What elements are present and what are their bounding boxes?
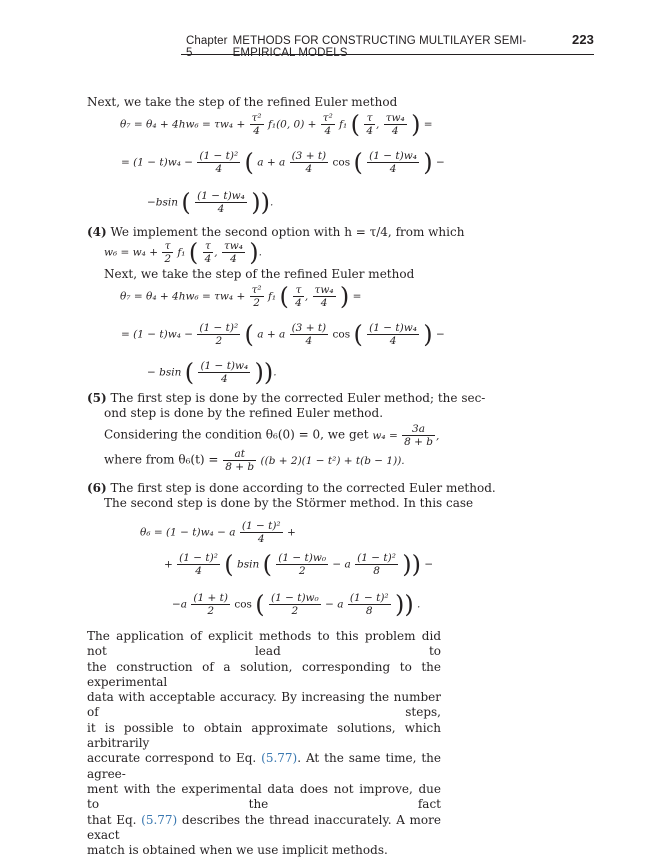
eq7-lparen: ( — [184, 358, 195, 387]
eq1-f: f₁(0, 0) + — [267, 118, 317, 131]
closing-line-6: ment with the experimental data does not improve, due to the fact — [87, 781, 441, 812]
eq11-inner-den: 8 — [355, 564, 398, 577]
eq3-rparen: )) — [251, 188, 270, 217]
eq11-frac2 — [276, 552, 328, 577]
eq2-num: (1 − t)² — [199, 150, 239, 162]
item-4-number: (4) — [87, 225, 107, 239]
eq1-tau2: τ² — [251, 112, 262, 124]
eq5-equals: = — [352, 290, 362, 303]
eq2-minus: − — [435, 156, 445, 169]
eq7-den: 4 — [198, 372, 250, 385]
eq1-lhs: θ₇ = θ₄ + 4hw₆ = τw₄ + — [120, 118, 246, 131]
eq1-frac-tau2-4b — [321, 112, 335, 137]
eq1-fourb: 4 — [321, 124, 335, 137]
closing-line-4: it is possible to obtain approximate solutions, which arbitrarily — [87, 720, 441, 751]
item-5-line2: ond step is done by the refined Euler method. — [104, 406, 384, 420]
equation-theta7-line2 — [121, 150, 445, 175]
eq9-frac — [223, 448, 256, 473]
eq11-lparen2: ( — [262, 550, 272, 579]
eq6-frac3 — [367, 322, 419, 347]
eq2-rparen2: ) — [423, 148, 433, 177]
chapter-title: METHODS FOR CONSTRUCTING MULTILAYER SEMI-EMPIRICAL MODELS — [232, 35, 527, 59]
eq1-four: 4 — [250, 124, 264, 137]
eq10-num: (1 − t)² — [241, 520, 281, 532]
eq2-arg-den: 4 — [367, 162, 419, 175]
eq8-den: 8 + b — [404, 436, 433, 448]
equation-theta6-line2 — [164, 552, 433, 577]
eq6-frac2 — [290, 322, 329, 347]
item-5-line1 — [87, 390, 485, 406]
eq12-frac3 — [348, 592, 391, 617]
equation-reference-link-1[interactable]: (5.77) — [261, 751, 298, 766]
eq9 — [222, 448, 405, 473]
eq6-lparen2: ( — [353, 320, 363, 349]
eq9-num: at — [234, 448, 245, 460]
eq5-frac3 — [313, 284, 336, 309]
eq6-cos: cos — [332, 328, 351, 341]
item-6-text1: The first step is done according to the corrected Euler method. — [110, 481, 496, 495]
page-number: 223 — [572, 32, 594, 47]
eq11-minus: − — [424, 558, 434, 571]
closing-line-5b: . At the same time, the agree- — [87, 751, 441, 781]
equation-reference-link-2[interactable]: (5.77) — [141, 812, 178, 827]
eq2-frac2-num: (3 + t) — [291, 150, 327, 162]
eq2-frac — [197, 150, 240, 175]
eq8-frac — [402, 423, 435, 448]
eq6-mid: a + a — [257, 328, 286, 341]
eq1-lparen: ( — [350, 110, 360, 139]
eq11-num: (1 − t)² — [179, 552, 218, 564]
item-5-line3 — [104, 423, 439, 448]
eq3-den: 4 — [195, 202, 247, 215]
eq1-rparen: ) — [411, 110, 421, 139]
eq6-frac2-num: (3 + t) — [291, 322, 327, 334]
closing-line-2: the construction of a solution, corresponding to the experimental — [87, 659, 441, 689]
eq1-fourd: 4 — [384, 124, 407, 137]
eq12-frac — [191, 592, 230, 617]
eq1-fourc: 4 — [366, 125, 374, 137]
eq7-rparen: )) — [254, 358, 274, 387]
eq4-frac — [162, 240, 173, 265]
eq6-start: = (1 − t)w₄ − — [121, 328, 194, 341]
item-5-number: (5) — [87, 391, 107, 405]
eq12-lparen: ( — [255, 590, 265, 619]
eq4-lparen: ( — [188, 238, 199, 267]
eq5-lparen: ( — [279, 282, 289, 311]
eq3-num: (1 − t)w₄ — [197, 190, 245, 202]
item-6-number: (6) — [87, 481, 107, 495]
item-4-text: We implement the second option with h = τ/4, from which — [110, 225, 465, 239]
item-4-line1 — [87, 224, 464, 240]
eq1-tau2b: τ² — [322, 112, 333, 124]
eq2-start: = (1 − t)w₄ − — [121, 156, 194, 169]
eq10-frac — [240, 520, 283, 545]
running-head — [186, 32, 594, 59]
eq5-four: 4 — [295, 297, 302, 309]
item-6-line2: The second step is done by the Störmer method. In this case — [104, 496, 474, 510]
eq1-t: τ — [366, 112, 373, 124]
equation-theta6-line3 — [172, 592, 420, 617]
eq5-two: 2 — [250, 296, 264, 309]
eq12-a: − a — [325, 598, 344, 611]
eq4-lhs: w₆ = w₄ + — [104, 246, 159, 259]
eq5-lhs: θ₇ = θ₄ + 4hw₆ = τw₄ + — [120, 290, 246, 303]
eq2-frac3 — [367, 150, 419, 175]
eq4-four2: 4 — [222, 252, 245, 265]
eq10-den: 4 — [240, 532, 283, 545]
eq2-lparen2: ( — [353, 148, 363, 177]
eq11-a: − a — [332, 558, 351, 571]
closing-line-7a: that Eq. — [87, 812, 137, 827]
eq5-tw4: τw₄ — [314, 284, 334, 296]
item-6-line1 — [87, 480, 496, 496]
eq7-frac — [198, 360, 250, 385]
equation-theta7-line3: −bsin ( $\frac{\text{(1 − t)w₄}}{4}$ )). — [147, 188, 274, 217]
eq11-lparen: ( — [224, 550, 234, 579]
header-rule — [181, 54, 594, 55]
closing-line-3: data with acceptable accuracy. By increasing the number of steps, — [87, 690, 441, 720]
closing-line-5a: accurate correspond to Eq. — [87, 751, 257, 766]
eq11-inner-num: (1 − t)² — [357, 552, 396, 564]
eq11-arg-num: (1 − t)w₀ — [278, 552, 327, 564]
eq4-four: 4 — [204, 253, 212, 265]
eq4-tw4: τw₄ — [223, 240, 243, 252]
eq2-cos: cos — [332, 156, 351, 169]
eq1-frac-tw4 — [384, 112, 407, 137]
eq4-tau2: τ — [205, 240, 211, 252]
equation-theta7-b-line1: θ₇ = θ₄ + 4hw₆ = τw₄ + $\frac{\text{τ²}}{2}$ f₁ ( $\frac{\tau}{4}$ , $\frac{\text{τw₄}}{4}$ ) = — [120, 282, 362, 311]
eq6-frac2-den: 4 — [290, 334, 329, 347]
eq3-frac — [195, 190, 247, 215]
eq10-lhs: θ₆ = (1 − t)w₄ − a — [140, 526, 236, 539]
eq12-inner-num: (1 − t)² — [349, 592, 389, 604]
eq1-tw4: τw₄ — [385, 112, 405, 124]
eq11-plus: + — [164, 558, 173, 571]
eq8-comma: , — [435, 429, 440, 442]
eq6-arg-num: (1 − t)w₄ — [369, 322, 417, 334]
eq4-two: 2 — [164, 253, 172, 265]
closing-paragraph — [87, 629, 441, 858]
eq3-start: −bsin — [147, 196, 179, 209]
eq6-rparen2: ) — [423, 320, 433, 349]
closing-line-1: The application of explicit methods to this problem did not lead to — [87, 629, 441, 659]
eq4-tau: τ — [164, 240, 171, 252]
eq5-t: τ — [295, 284, 302, 296]
eq12-cos: cos — [234, 598, 252, 611]
eq2-frac2-den: 4 — [290, 162, 329, 175]
eq5-frac2 — [293, 284, 304, 309]
closing-line-7b: describes the thread inaccurately. A more exact — [87, 812, 441, 842]
closing-line-5 — [87, 751, 441, 782]
closing-line-7 — [87, 813, 441, 844]
eq12-end: . — [417, 598, 421, 611]
equation-theta7-b-line2 — [121, 322, 445, 347]
equation-theta7-b-line3: − bsin ( $\frac{\text{(1 − t)w₄}}{4}$ )). — [147, 358, 277, 387]
intro-refined-euler-1: Next, we take the step of the refined Euler method — [87, 95, 398, 109]
eq12-frac2 — [269, 592, 321, 617]
eq8-num: 3a — [412, 423, 425, 435]
eq12-den: 2 — [191, 604, 230, 617]
eq6-lparen: ( — [244, 320, 254, 349]
eq9-den: 8 + b — [225, 461, 255, 473]
eq1-frac-tau2-4 — [250, 112, 264, 137]
eq6-arg-den: 4 — [367, 334, 419, 347]
eq4-f: f₁ — [177, 246, 186, 259]
eq2-arg-num: (1 − t)w₄ — [369, 150, 417, 162]
eq4-frac3 — [222, 240, 245, 265]
eq12-num: (1 + t) — [193, 592, 228, 604]
eq7-num: (1 − t)w₄ — [200, 360, 249, 372]
item-5-text1: The first step is done by the corrected Euler method; the sec- — [110, 391, 486, 405]
eq11-den: 4 — [177, 564, 220, 577]
eq12-start: −a — [172, 598, 188, 611]
eq5-tau2: τ² — [251, 284, 262, 296]
eq2-mid: a + a — [257, 156, 286, 169]
eq11-frac — [177, 552, 220, 577]
eq6-num: (1 − t)² — [199, 322, 239, 334]
eq1-equals: = — [423, 118, 433, 131]
eq5-rparen: ) — [339, 282, 350, 311]
item-5-text3: Considering the condition θ₆(0) = 0, we get — [104, 427, 369, 442]
eq5-f: f₁ — [267, 290, 277, 303]
chapter-label: Chapter 5 — [186, 35, 228, 59]
eq4-rparen: ) — [249, 238, 259, 267]
eq5-four2: 4 — [313, 296, 336, 309]
equation-theta7-line1: θ₇ = θ₄ + 4hw₆ = τw₄ + $\frac{\text{τ²}}{4}$ f₁(0, 0) + $\frac{\text{τ²}}{4}$ f₁ ( $\frac{\tau}{4}$ , $\frac{\text{τw₄}}{4}$ ) = — [120, 110, 433, 139]
eq12-arg-den: 2 — [269, 604, 321, 617]
eq11-frac3 — [355, 552, 398, 577]
item-5-line4 — [104, 448, 405, 473]
eq11-arg-den: 2 — [276, 564, 328, 577]
eq2-den: 4 — [197, 162, 240, 175]
eq8-w4: w₄ = — [372, 429, 398, 442]
eq3-lparen: ( — [181, 188, 191, 217]
eq11-bsin: bsin — [237, 558, 260, 571]
eq4-frac2 — [203, 240, 214, 265]
eq2-lparen: ( — [244, 148, 254, 177]
equation-w6: w₆ = w₄ + $\frac{\tau}{2}$ f₁ ( $\frac{\tau}{4}$ , $\frac{\text{τw₄}}{4}$ ). — [104, 238, 263, 267]
eq5-frac — [250, 284, 264, 309]
eq7-start: − bsin — [147, 366, 182, 379]
intro-refined-euler-2: Next, we take the step of the refined Euler method — [104, 267, 415, 281]
eq10-plus: + — [286, 526, 296, 539]
eq1-frac-t4 — [364, 112, 375, 137]
eq6-den: 2 — [197, 334, 240, 347]
eq9-rest: ((b + 2)(1 − t²) + t(b − 1)). — [260, 454, 405, 467]
eq1-f2: f₁ — [339, 118, 348, 131]
closing-line-8: match is obtained when we use implicit methods. — [87, 843, 388, 858]
eq11-rparen: )) — [402, 550, 422, 579]
eq8 — [372, 423, 440, 448]
equation-theta6-line1 — [140, 520, 296, 545]
eq6-frac — [197, 322, 240, 347]
eq12-rparen: )) — [394, 590, 414, 619]
eq12-inner-den: 8 — [348, 604, 391, 617]
eq12-arg-num: (1 − t)w₀ — [270, 592, 319, 604]
item-5-text4: where from θ₆(t) = — [104, 452, 219, 467]
eq2-frac2 — [290, 150, 329, 175]
eq6-minus: − — [435, 328, 445, 341]
